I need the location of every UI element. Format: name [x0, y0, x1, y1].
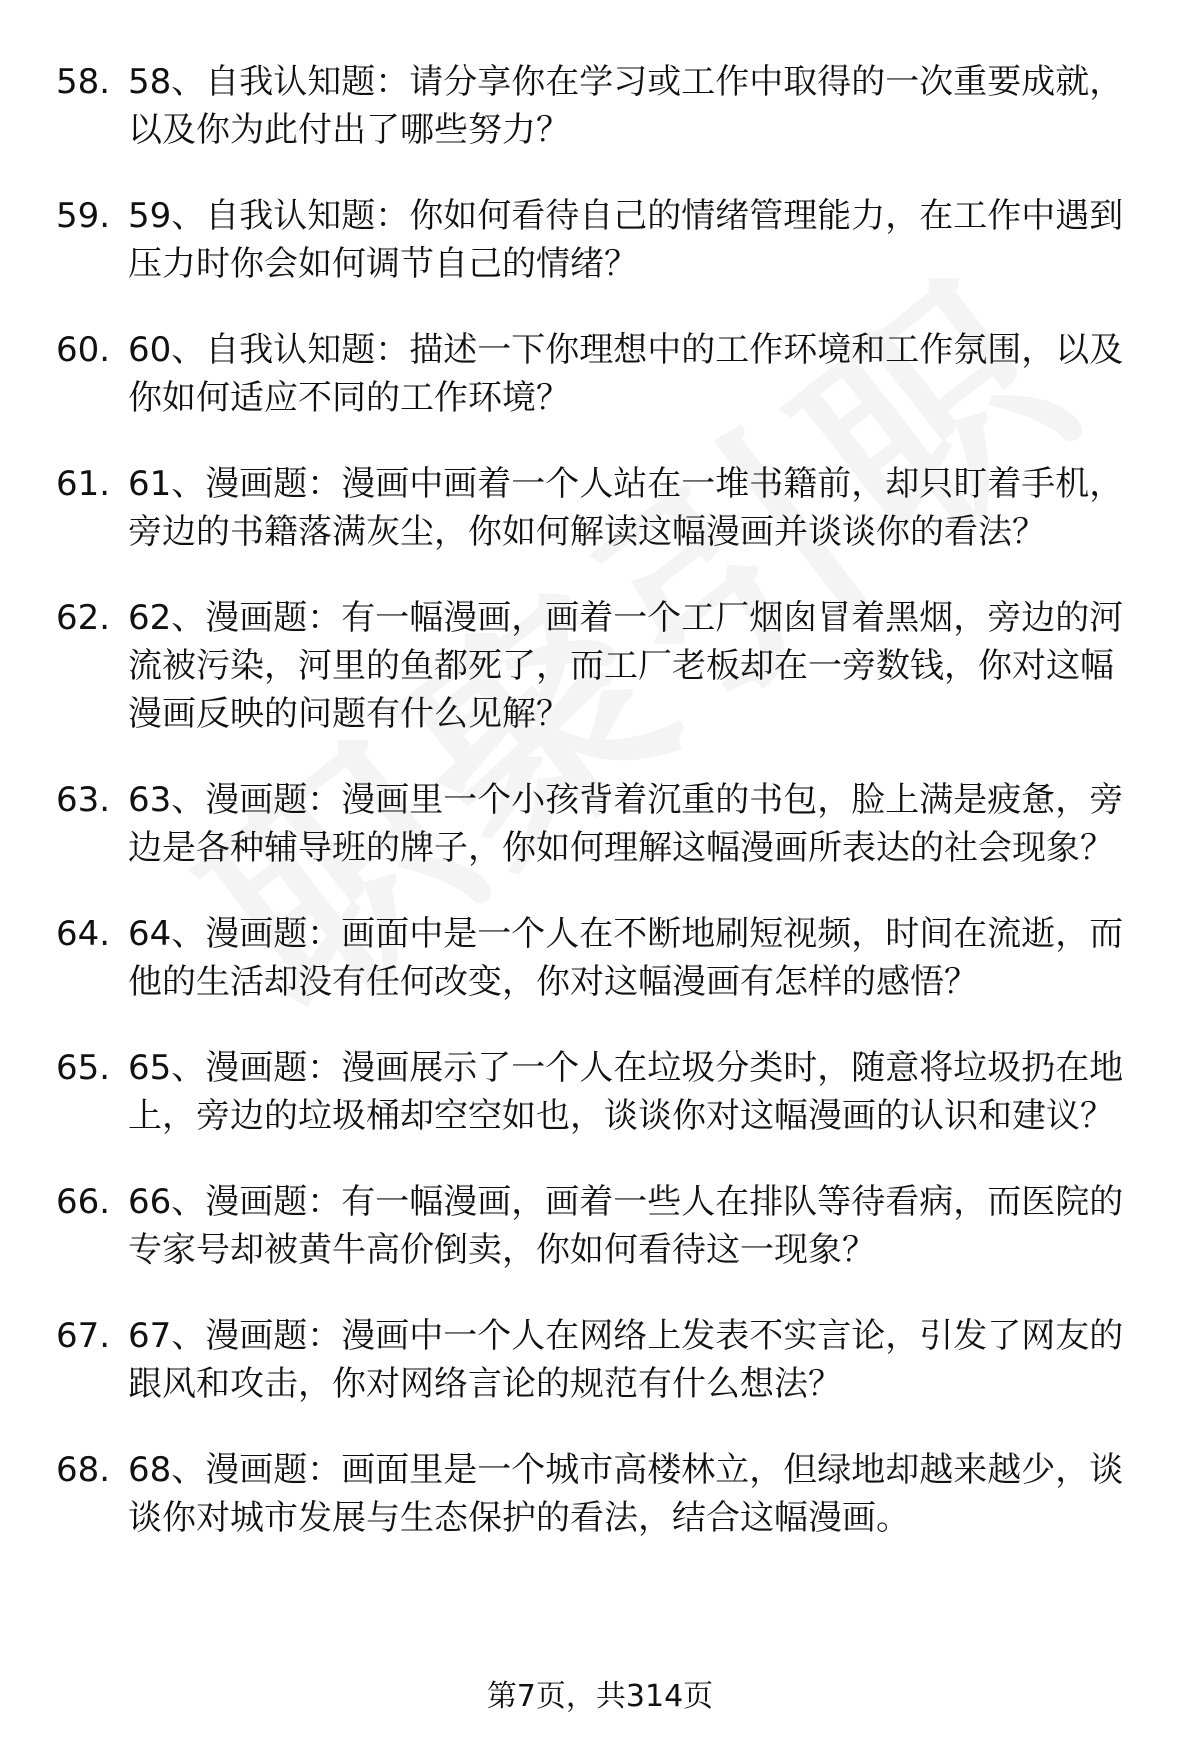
item-text: 62、漫画题：有一幅漫画，画着一个工厂烟囱冒着黑烟，旁边的河流被污染，河里的鱼都死了，而工厂老板却在一旁数钱，你对这幅漫画反映的问题有什么见解？: [128, 598, 1124, 734]
list-item: [56, 776, 1146, 872]
item-text: 59、自我认知题：你如何看待自己的情绪管理能力，在工作中遇到压力时你会如何调节自己的情绪？: [128, 196, 1124, 284]
item-number: 64.: [56, 914, 111, 954]
item-text: 60、自我认知题：描述一下你理想中的工作环境和工作氛围，以及你如何适应不同的工作环境？: [128, 330, 1124, 418]
item-text: 66、漫画题：有一幅漫画，画着一些人在排队等待看病，而医院的专家号却被黄牛高价倒卖，你如何看待这一现象？: [128, 1182, 1124, 1270]
item-number: 61.: [56, 464, 111, 504]
item-number: 63.: [56, 780, 111, 820]
item-number: 65.: [56, 1048, 111, 1088]
list-item: [56, 460, 1146, 556]
item-number: 62.: [56, 598, 111, 638]
list-item: [56, 1312, 1146, 1408]
list-item: [56, 1178, 1146, 1274]
page-footer: 第7页，共314页: [486, 1679, 714, 1714]
list-item: [56, 192, 1146, 288]
item-number: 67.: [56, 1316, 111, 1356]
item-number: 66.: [56, 1182, 111, 1222]
item-text: 64、漫画题：画面中是一个人在不断地刷短视频，时间在流逝，而他的生活却没有任何改变，你对这幅漫画有怎样的感悟？: [128, 914, 1124, 1002]
item-text: 58、自我认知题：请分享你在学习或工作中取得的一次重要成就，以及你为此付出了哪些努力？: [128, 62, 1124, 150]
list-item: [56, 58, 1146, 154]
list-item: [56, 1044, 1146, 1140]
item-text: 61、漫画题：漫画中画着一个人站在一堆书籍前，却只盯着手机，旁边的书籍落满灰尘，你如何解读这幅漫画并谈谈你的看法？: [128, 464, 1124, 552]
list-item: [56, 594, 1146, 738]
item-text: 63、漫画题：漫画里一个小孩背着沉重的书包，脸上满是疲惫，旁边是各种辅导班的牌子，你如何理解这幅漫画所表达的社会现象？: [128, 780, 1124, 868]
list-item: [56, 1446, 1146, 1542]
item-number: 59.: [56, 196, 111, 236]
item-text: 65、漫画题：漫画展示了一个人在垃圾分类时，随意将垃圾扔在地上，旁边的垃圾桶却空空如也，谈谈你对这幅漫画的认识和建议？: [128, 1048, 1124, 1136]
item-text: 68、漫画题：画面里是一个城市高楼林立，但绿地却越来越少，谈谈你对城市发展与生态保护的看法，结合这幅漫画。: [128, 1450, 1124, 1538]
item-number: 60.: [56, 330, 111, 370]
list-item: [56, 326, 1146, 422]
item-number: 58.: [56, 62, 111, 102]
question-list: [56, 58, 1146, 1580]
list-item: [56, 910, 1146, 1006]
item-number: 68.: [56, 1450, 111, 1490]
item-text: 67、漫画题：漫画中一个人在网络上发表不实言论，引发了网友的跟风和攻击，你对网络言论的规范有什么想法？: [128, 1316, 1124, 1404]
